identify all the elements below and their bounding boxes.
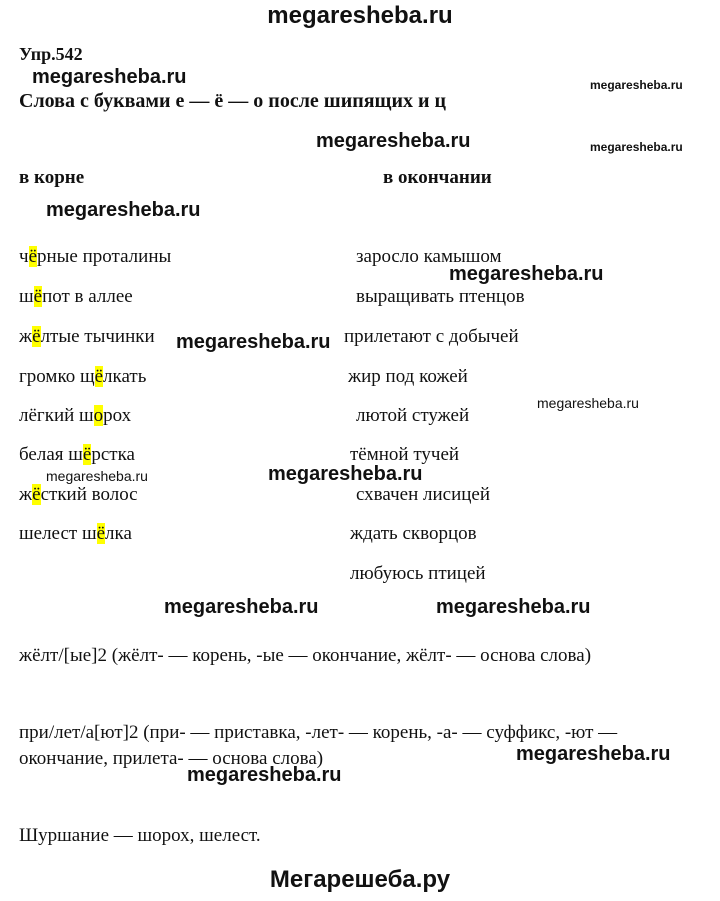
watermark: megaresheba.ru [46,199,201,221]
watermark: megaresheba.ru [590,140,683,154]
watermark: megaresheba.ru [187,764,342,786]
watermark: megaresheba.ru [32,66,187,88]
watermark: megaresheba.ru [268,463,423,485]
word-root-6: белая шёрстка [19,444,135,465]
highlighted-letter: ё [28,246,37,267]
morpheme-analysis-2a: при/лет/а[ют]2 (при- — приставка, -лет- — корень, -а- — суффикс, -ют — [19,722,618,743]
word-ending-4: жир под кожей [348,366,468,387]
word-ending-7: схвачен лисицей [356,484,491,505]
column-header-ending: в окончании [383,167,492,188]
word-root-8: шелест шёлка [19,523,132,544]
word-root-4: громко щёлкать [19,366,147,387]
watermark: megaresheba.ru [46,468,148,484]
word-root-2: шёпот в аллее [19,286,133,307]
exercise-number: Упр.542 [19,44,83,64]
word-ending-3: прилетают с добычей [344,326,519,347]
word-ending-5: лютой стужей [356,405,470,426]
highlighted-letter: ё [96,523,106,544]
footer-brand: Мегарешеба.ру [269,866,451,893]
watermark: megaresheba.ru [516,743,671,765]
watermark: megaresheba.ru [164,596,319,618]
word-root-7: жёсткий волос [19,484,138,505]
morpheme-analysis-2b: окончание, прилета- — основа слова) [19,748,324,769]
morpheme-analysis-1: жёлт/[ые]2 (жёлт- — корень, -ые — окончание, жёлт- — основа слова) [19,645,592,666]
highlighted-letter: ё [33,286,43,307]
watermark: megaresheba.ru [590,78,683,92]
watermark: megaresheba.ru [176,331,331,353]
highlighted-letter: ё [32,484,41,505]
word-ending-2: выращивать птенцов [356,286,525,307]
word-ending-6: тёмной тучей [350,444,460,465]
site-title: megaresheba.ru [267,2,453,29]
watermark: megaresheba.ru [537,395,639,411]
word-root-1: чёрные проталины [19,246,172,267]
highlighted-letter: ё [32,326,41,347]
highlighted-letter: ё [82,444,92,465]
column-header-root: в корне [19,167,85,188]
watermark: megaresheba.ru [436,596,591,618]
synonyms-line: Шуршание — шорох, шелест. [19,825,261,846]
word-ending-1: заросло камышом [356,246,502,267]
word-ending-8: ждать скворцов [350,523,477,544]
word-root-3: жёлтые тычинки [19,326,155,347]
word-root-5: лёгкий шорох [19,405,132,426]
watermark: megaresheba.ru [449,263,604,285]
highlighted-letter: о [93,405,104,426]
page-heading: Слова с буквами е — ё — о после шипящих и ц [19,90,447,112]
watermark: megaresheba.ru [316,130,471,152]
highlighted-letter: ё [94,366,104,387]
word-ending-9: любуюсь птицей [350,563,486,584]
